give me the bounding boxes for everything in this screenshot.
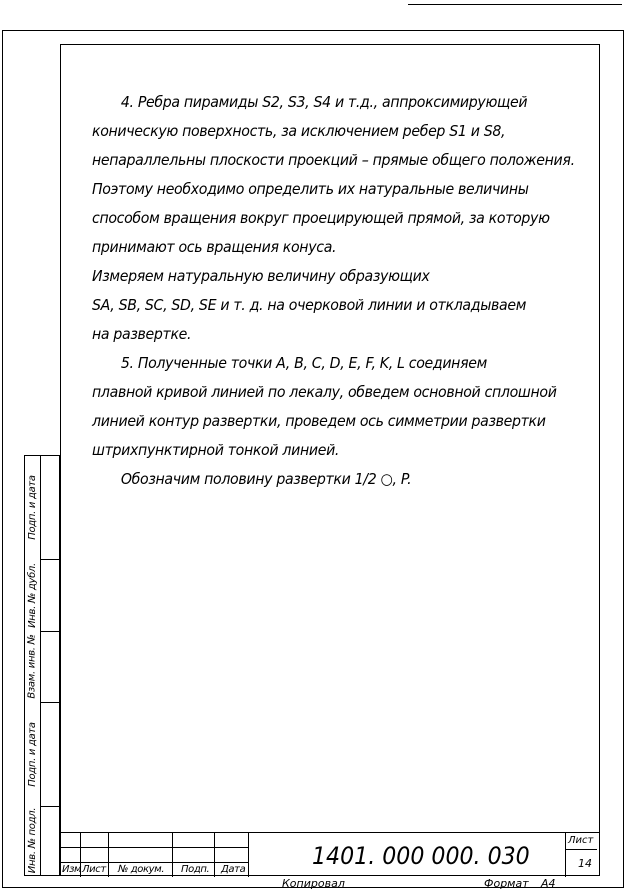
side-stamp-divider xyxy=(40,456,41,875)
left-side-stamp xyxy=(24,455,60,876)
side-label-orig-inv: Инв. № подл. xyxy=(27,807,39,874)
side-label-dup-inv: Инв. № дубл. xyxy=(27,562,39,628)
side-stamp-row-line xyxy=(40,559,60,560)
footer-copied: Копировал xyxy=(282,877,345,890)
sheet-number: 14 xyxy=(578,857,592,870)
side-stamp-row-line xyxy=(40,806,60,807)
side-label-repl-inv: Взам. инв. № xyxy=(27,634,39,699)
text-line: Обозначим половину развертки 1/2 ○, P. xyxy=(120,470,412,488)
text-line: штрихпунктирной тонкой линией. xyxy=(92,441,340,459)
text-line: Поэтому необходимо определить их натуральные величины xyxy=(92,180,529,198)
text-line: 5. Полученные точки A, B, C, D, E, F, K, L соединяем xyxy=(120,354,487,372)
text-line: на развертке. xyxy=(92,325,192,343)
title-block-col-line xyxy=(108,833,109,877)
text-line: Измеряем натуральную величину образующих xyxy=(92,267,430,285)
body-text xyxy=(92,88,575,494)
sheet-cell-line xyxy=(565,849,597,850)
title-block-col-line xyxy=(565,833,566,877)
title-block-col-line xyxy=(172,833,173,877)
caption-date: Дата xyxy=(221,864,246,875)
title-block-row-line xyxy=(60,862,248,863)
title-block-col-line xyxy=(248,833,249,877)
caption-signature: Подп. xyxy=(181,864,210,875)
caption-doc-number: № докум. xyxy=(118,864,165,875)
side-label-sign-date-2: Подп. и дата xyxy=(27,721,38,787)
top-header-line xyxy=(408,4,622,5)
text-line: принимают ось вращения конуса. xyxy=(92,238,337,256)
title-block-col-line xyxy=(214,833,215,877)
document-code: 1401. 000 000. 030 xyxy=(312,842,530,870)
text-line: способом вращения вокруг проецирующей прямой, за которую xyxy=(92,209,550,227)
text-line: плавной кривой линией по лекалу, обведем основной сплошной xyxy=(92,383,557,401)
caption-list: Лист xyxy=(82,864,106,875)
text-line: непараллельны плоскости проекций – прямые общего положения. xyxy=(92,151,575,169)
side-label-sign-date-1: Подп. и дата xyxy=(27,475,38,540)
title-block-row-line xyxy=(60,847,248,848)
text-line: коническую поверхность, за исключением ребер S1 и S8, xyxy=(92,122,506,140)
text-line: линией контур развертки, проведем ось симметрии развертки xyxy=(92,412,546,430)
title-block xyxy=(60,832,600,876)
text-line: 4. Ребра пирамиды S2, S3, S4 и т.д., аппроксимирующей xyxy=(120,93,528,111)
caption-izm: Изм xyxy=(62,864,82,875)
sheet-caption: Лист xyxy=(568,835,594,846)
text-line: SA, SB, SC, SD, SE и т. д. на очерковой линии и откладываем xyxy=(92,296,527,314)
side-stamp-row-line xyxy=(40,631,60,632)
footer-format-value: А4 xyxy=(541,877,556,890)
side-stamp-row-line xyxy=(40,702,60,703)
footer-format-label: Формат xyxy=(484,877,529,890)
